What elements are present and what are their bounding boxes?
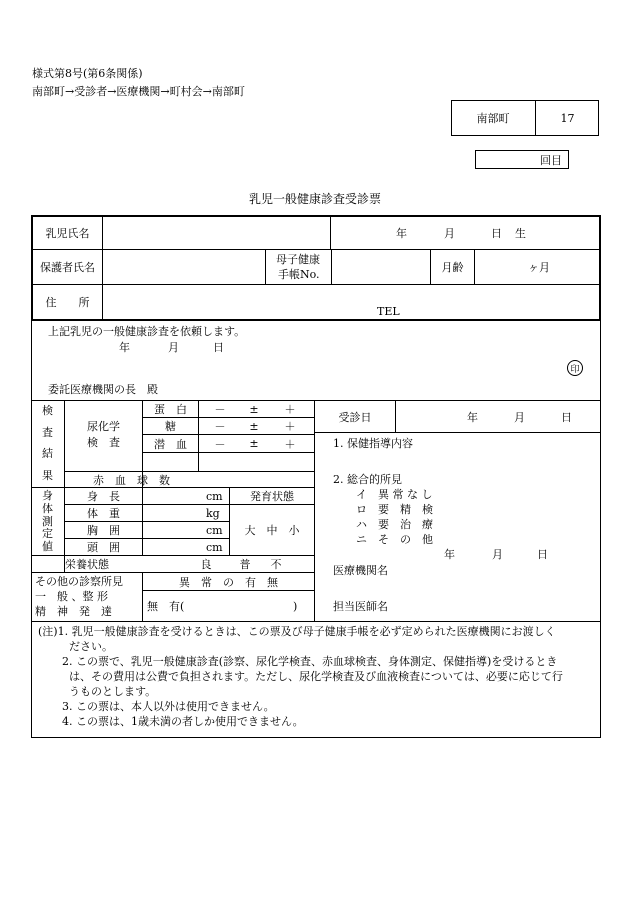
infant-name-label: 乳児氏名 — [45, 227, 90, 240]
town-name: 南部町 — [476, 112, 510, 125]
nutrition-good[interactable]: 良 — [200, 558, 212, 571]
nutrition-poor[interactable]: 不 — [270, 558, 282, 571]
sugar-minus[interactable]: － — [214, 420, 226, 433]
findings-day: 日 — [537, 548, 548, 561]
times-suffix: 回目 — [540, 154, 562, 167]
head-unit: cm — [206, 541, 223, 554]
age-unit: ヶ月 — [528, 261, 550, 274]
doctor-name-label: 担当医師名 — [333, 600, 388, 613]
occult-blood-label: 潜 血 — [154, 437, 187, 451]
protein-plus[interactable]: ＋ — [284, 403, 296, 416]
exam-date-label: 受診日 — [338, 410, 372, 424]
routing-line: 南部町→受診者→医療機関→町村会→南部町 — [32, 85, 245, 98]
abnormality-options[interactable]: 無 有( — [147, 600, 185, 613]
finding-other[interactable]: ニ そ の 他 — [356, 533, 433, 546]
results-section-label: 検 査 結 果 — [42, 404, 53, 482]
body-section-label: 身 体 測 定 値 — [42, 489, 53, 553]
abnormality-close-paren: ) — [293, 600, 298, 613]
note-2-cont-2: うものとします。 — [69, 685, 157, 698]
sugar-plus[interactable]: ＋ — [284, 420, 296, 433]
request-recipient: 委託医療機関の長 殿 — [48, 383, 158, 396]
findings-month: 月 — [492, 548, 503, 561]
occult-plusminus[interactable]: ± — [249, 437, 259, 450]
birth-month-label: 月 — [444, 227, 455, 240]
sugar-plusminus[interactable]: ± — [249, 419, 259, 433]
exam-day-label: 日 — [561, 411, 572, 424]
finding-no-abnormality[interactable]: イ 異 常 な し — [356, 488, 433, 501]
form-number: 様式第8号(第6条関係) — [32, 67, 143, 80]
note-4: 4. この票は、1歳未満の者しか使用できません。 — [62, 715, 304, 728]
age-label: 月齢 — [441, 261, 464, 274]
guidance-heading: 1. 保健指導内容 — [333, 437, 413, 450]
urine-test-label-2: 検 査 — [87, 436, 120, 449]
finding-needs-treatment[interactable]: ハ 要 治 療 — [356, 518, 433, 531]
nutrition-normal[interactable]: 普 — [239, 558, 251, 571]
birth-day-label: 日 — [491, 227, 502, 240]
note-2-cont: は、その費用は公費で負担されます。ただし、尿化学検査及び血液検査については、必要に応じて行 — [69, 670, 563, 683]
development-options[interactable]: 大 中 小 — [244, 524, 300, 537]
town-code: 17 — [560, 111, 575, 125]
birth-label: 生 — [515, 227, 526, 240]
note-1: (注)1. 乳児一般健康診査を受けるときは、この票及び母子健康手帳を必ず定められた医療機関にお渡しく — [38, 625, 556, 638]
urine-test-label: 尿化学 — [87, 420, 120, 433]
protein-plusminus[interactable]: ± — [249, 402, 259, 416]
protein-label: 蛋 白 — [154, 403, 187, 416]
form-title: 乳児一般健康診査受診票 — [248, 191, 381, 206]
weight-label: 体 重 — [87, 507, 120, 520]
request-day: 日 — [213, 341, 224, 354]
handbook-label-2: 手帳No. — [278, 268, 320, 281]
facility-name-label: 医療機関名 — [333, 564, 388, 577]
exam-year-label: 年 — [467, 411, 478, 424]
height-label: 身 長 — [87, 490, 120, 503]
request-year: 年 — [119, 341, 130, 354]
chest-unit: cm — [206, 524, 223, 537]
guardian-label: 保護者氏名 — [40, 261, 95, 274]
guardian-name-field[interactable] — [103, 250, 265, 284]
occult-minus[interactable]: － — [214, 437, 226, 451]
note-1-cont: ださい。 — [69, 640, 113, 653]
abnormality-label: 異 常 の 有 無 — [179, 575, 278, 589]
chest-label: 胸 囲 — [87, 524, 120, 537]
occult-plus[interactable]: ＋ — [284, 437, 296, 451]
note-2: 2. この票で、乳児一般健康診査(診察、尿化学検査、赤血球検査、身体測定、保健指導)を受けるとき — [62, 655, 558, 668]
weight-unit: kg — [206, 507, 220, 520]
findings-year: 年 — [444, 548, 455, 561]
request-month: 月 — [168, 341, 179, 354]
nutrition-label: 栄養状態 — [65, 558, 109, 571]
head-label: 頭 囲 — [87, 541, 120, 554]
rbc-label: 赤 血 球 数 — [93, 473, 170, 487]
handbook-label-1: 母子健康 — [276, 253, 320, 266]
height-unit: cm — [206, 490, 223, 503]
seal-mark: 印 — [567, 360, 583, 376]
handbook-number-field[interactable] — [332, 250, 430, 284]
general-ortho-label: 一 般 、整 形 — [35, 590, 108, 603]
request-text: 上記乳児の一般健康診査を依頼します。 — [48, 325, 246, 338]
development-label: 発育状態 — [250, 490, 294, 503]
findings-heading: 2. 総合的所見 — [333, 473, 402, 486]
mental-dev-label: 精 神 発 達 — [35, 605, 112, 618]
exam-month-label: 月 — [514, 411, 525, 424]
address-label: 住 所 — [45, 296, 90, 309]
sugar-label: 糖 — [165, 420, 176, 433]
finding-needs-exam[interactable]: ロ 要 精 検 — [356, 503, 433, 516]
infant-name-field[interactable] — [103, 217, 330, 249]
note-3: 3. この票は、本人以外は使用できません。 — [62, 700, 275, 713]
other-findings-label: その他の診察所見 — [35, 575, 123, 588]
tel-label: TEL — [377, 305, 400, 318]
protein-minus[interactable]: － — [214, 403, 226, 416]
birth-year-label: 年 — [396, 227, 407, 240]
